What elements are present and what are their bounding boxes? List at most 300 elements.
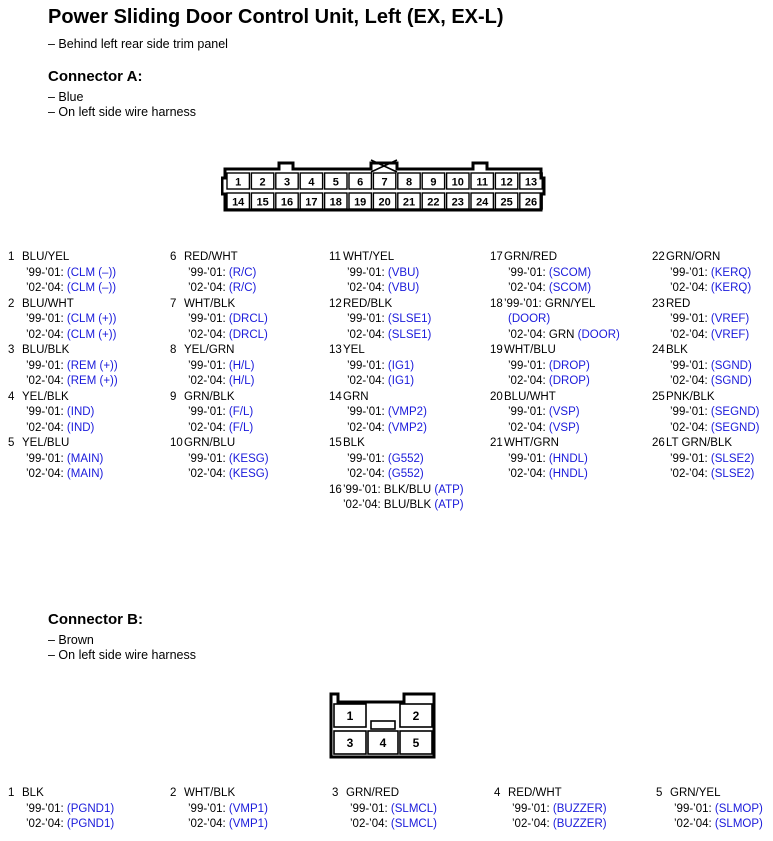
pin-number: 20 bbox=[490, 390, 503, 403]
wire-label: ’02-’04: bbox=[188, 421, 226, 434]
wire-label: WHT/BLU bbox=[504, 344, 556, 356]
pin-entry bbox=[490, 343, 648, 390]
pin-entry bbox=[490, 436, 648, 483]
pin-entry bbox=[8, 297, 166, 344]
pin-entry bbox=[329, 297, 487, 344]
connector-a-pin-label: 10 bbox=[451, 176, 464, 189]
pin-number: 15 bbox=[329, 437, 342, 449]
wire-label: ’99-’01: bbox=[26, 802, 64, 815]
pin-number: 4 bbox=[8, 390, 15, 403]
pin-number: 11 bbox=[329, 251, 341, 263]
pin-line bbox=[652, 405, 773, 421]
pin-line bbox=[170, 452, 328, 468]
signal-name: (BUZZER) bbox=[552, 802, 607, 815]
signal-name: (DROP) bbox=[548, 359, 590, 372]
signal-name: (REM (+)) bbox=[66, 359, 118, 372]
pin-number: 7 bbox=[170, 297, 177, 310]
pin-entry bbox=[490, 297, 648, 344]
connector-a-pin-label: 24 bbox=[476, 196, 489, 209]
wire-label: ’99-’01: bbox=[26, 313, 64, 325]
pin-entry bbox=[8, 343, 166, 390]
wire-label: BLK bbox=[22, 787, 44, 799]
signal-name: (SLMOP) bbox=[714, 818, 763, 830]
connector-a-pin-label: 2 bbox=[259, 176, 266, 189]
signal-name: (SLSE2) bbox=[710, 452, 755, 465]
signal-name: (VBU) bbox=[387, 266, 420, 279]
pin-line bbox=[332, 817, 490, 833]
signal-name: (BUZZER) bbox=[552, 818, 607, 830]
pin-line bbox=[329, 343, 487, 359]
connector-a-pin-label: 19 bbox=[354, 196, 367, 209]
pin-entry bbox=[8, 250, 166, 297]
wire-label: ’02-’04: bbox=[26, 468, 64, 480]
signal-name: (VREF) bbox=[710, 313, 750, 325]
pin-entry bbox=[652, 250, 773, 297]
pin-line bbox=[490, 390, 648, 406]
pin-line bbox=[652, 281, 773, 297]
signal-name: (IND) bbox=[66, 406, 95, 418]
wire-label: ’99-’01: bbox=[670, 359, 708, 372]
connector-a-pin-label: 12 bbox=[500, 176, 513, 189]
pin-entry bbox=[170, 786, 328, 833]
connector-a-pin-label: 15 bbox=[256, 196, 269, 209]
pin-line bbox=[170, 281, 328, 297]
pin-number: 13 bbox=[329, 344, 342, 356]
pin-entry bbox=[170, 343, 328, 390]
pin-number: 5 bbox=[656, 787, 663, 799]
wire-label: GRN bbox=[343, 390, 369, 403]
pin-line bbox=[329, 297, 487, 313]
wire-label: ’99-’01: bbox=[188, 359, 226, 372]
pin-line bbox=[8, 343, 166, 359]
signal-name: (REM (+)) bbox=[66, 375, 118, 387]
pin-entry bbox=[652, 343, 773, 390]
signal-name: (SGND) bbox=[710, 359, 752, 372]
wire-label: ’02-’04: bbox=[508, 421, 546, 434]
connector-b-diagram bbox=[328, 690, 438, 760]
pin-line bbox=[170, 421, 328, 437]
connector-a-pin-label: 8 bbox=[405, 176, 413, 189]
connector-a-pin-label: 9 bbox=[430, 176, 437, 189]
pin-number: 5 bbox=[8, 437, 15, 449]
pin-line bbox=[170, 786, 328, 802]
signal-name: (F/L) bbox=[228, 421, 254, 434]
pin-line bbox=[329, 405, 487, 421]
pin-line bbox=[170, 405, 328, 421]
wire-label: WHT/GRN bbox=[504, 437, 559, 449]
connector-b-harness: – On left side wire harness bbox=[48, 648, 196, 662]
pin-entry bbox=[170, 297, 328, 344]
pin-number: 6 bbox=[170, 251, 177, 263]
connector-a-pin-label: 11 bbox=[476, 176, 489, 189]
wire-label: ’99-’01: bbox=[670, 452, 708, 465]
pin-entry bbox=[656, 786, 773, 833]
wire-label: ’99-’01: bbox=[26, 359, 64, 372]
pin-line bbox=[329, 498, 487, 514]
pin-line bbox=[490, 405, 648, 421]
pin-number: 18 bbox=[490, 297, 503, 310]
pin-line bbox=[170, 297, 328, 313]
page-title: Power Sliding Door Control Unit, Left (EX, EX-L) bbox=[48, 6, 504, 28]
pin-number: 1 bbox=[8, 251, 15, 263]
pin-line bbox=[490, 436, 648, 452]
wire-label: ’99-’01: bbox=[350, 802, 388, 815]
wire-label: ’99-’01: bbox=[512, 802, 550, 815]
wire-label: ’99-’01: bbox=[188, 406, 226, 418]
connector-b-pin-label: 3 bbox=[346, 736, 354, 750]
pin-line bbox=[490, 297, 648, 313]
pin-line bbox=[494, 786, 652, 802]
wire-label: ’99-’01: bbox=[674, 802, 712, 815]
pin-line bbox=[170, 359, 328, 375]
wire-label: ’99-’01: bbox=[26, 266, 64, 279]
signal-name: (SLMCL) bbox=[390, 802, 437, 815]
pin-entry bbox=[490, 390, 648, 437]
pin-line bbox=[8, 266, 166, 282]
wire-label: ’99-’01: bbox=[347, 452, 385, 465]
wire-label: ’99-’01: bbox=[188, 452, 226, 465]
pin-entry bbox=[652, 436, 773, 483]
pin-number: 25 bbox=[652, 390, 665, 403]
signal-name: (VMP1) bbox=[228, 818, 268, 830]
wire-label: LT GRN/BLK bbox=[666, 437, 733, 449]
connector-b-pin-label: 2 bbox=[412, 709, 420, 723]
pin-line bbox=[652, 328, 773, 344]
pin-entry bbox=[8, 786, 166, 833]
connector-a-harness: – On left side wire harness bbox=[48, 105, 196, 119]
pin-entry bbox=[332, 786, 490, 833]
pin-line bbox=[652, 297, 773, 313]
wire-label: WHT/YEL bbox=[343, 251, 395, 263]
wire-label: ’02-’04: bbox=[508, 468, 546, 480]
wire-label: BLU/YEL bbox=[22, 251, 70, 263]
signal-name: (VMP2) bbox=[387, 421, 427, 434]
connector-a-pin-label: 1 bbox=[235, 176, 242, 189]
pin-line bbox=[329, 266, 487, 282]
pin-entry bbox=[329, 436, 487, 483]
signal-name: (IG1) bbox=[387, 359, 415, 372]
wire-label: BLU/BLK bbox=[22, 344, 70, 356]
pin-number: 17 bbox=[490, 251, 503, 263]
pin-line bbox=[490, 328, 648, 344]
signal-name: (HNDL) bbox=[548, 452, 588, 465]
connector-a-pin-label: 25 bbox=[500, 196, 513, 209]
signal-name: (DRCL) bbox=[228, 313, 268, 325]
pin-entry bbox=[329, 390, 487, 437]
signal-name: (SLSE1) bbox=[387, 328, 432, 341]
pin-line bbox=[8, 390, 166, 406]
connector-a-pin-label: 16 bbox=[280, 196, 294, 209]
pin-line bbox=[494, 802, 652, 818]
wire-label: ’99-’01: bbox=[347, 266, 385, 279]
signal-name: (H/L) bbox=[228, 359, 255, 372]
wire-label: ’99-’01: BLK/BLU bbox=[343, 483, 432, 496]
pin-number: 2 bbox=[170, 787, 177, 799]
pin-line bbox=[652, 436, 773, 452]
signal-name: (KESG) bbox=[228, 468, 269, 480]
pin-line bbox=[8, 328, 166, 344]
wire-label: ’99-’01: bbox=[670, 406, 708, 418]
wire-label: ’99-’01: bbox=[26, 406, 64, 418]
pin-line bbox=[8, 436, 166, 452]
pin-entry bbox=[329, 483, 487, 514]
pin-line bbox=[170, 250, 328, 266]
connector-a-pin-label: 21 bbox=[402, 196, 416, 209]
signal-name: (KERQ) bbox=[710, 282, 752, 294]
signal-name: (SCOM) bbox=[548, 266, 592, 279]
wire-label: GRN/ORN bbox=[666, 251, 721, 263]
pin-line bbox=[329, 359, 487, 375]
wire-label: RED bbox=[666, 297, 691, 310]
signal-name: (H/L) bbox=[228, 375, 255, 387]
pin-number: 19 bbox=[490, 344, 503, 356]
pin-line bbox=[170, 817, 328, 833]
pin-line bbox=[170, 328, 328, 344]
wire-label: BLU/WHT bbox=[504, 390, 556, 403]
pin-number: 14 bbox=[329, 390, 342, 403]
connector-a-cells bbox=[227, 173, 542, 209]
pin-line bbox=[329, 390, 487, 406]
pin-line bbox=[494, 817, 652, 833]
signal-name: (SGND) bbox=[710, 375, 752, 387]
pin-line bbox=[490, 266, 648, 282]
wire-label: ’99-’01: bbox=[188, 266, 226, 279]
signal-name: (VMP2) bbox=[387, 406, 427, 418]
wire-label: ’02-’04: bbox=[508, 375, 546, 387]
pin-line bbox=[329, 421, 487, 437]
wire-label: ’02-’04: bbox=[26, 421, 64, 434]
connector-b-latch bbox=[371, 721, 395, 729]
pin-line bbox=[656, 786, 773, 802]
wire-label: ’02-’04: bbox=[26, 328, 64, 341]
signal-name: (PGND1) bbox=[66, 818, 115, 830]
wire-label: ’02-’04: bbox=[188, 282, 226, 294]
pin-line bbox=[8, 297, 166, 313]
wire-label: ’99-’01: bbox=[347, 313, 385, 325]
wire-label: YEL/BLK bbox=[22, 390, 69, 403]
wire-label: GRN/RED bbox=[504, 251, 558, 263]
pin-line bbox=[652, 343, 773, 359]
pin-number: 21 bbox=[490, 437, 503, 449]
signal-name: (VREF) bbox=[710, 328, 750, 341]
wire-label: BLK bbox=[666, 344, 688, 356]
pin-number: 12 bbox=[329, 297, 342, 310]
pin-number: 3 bbox=[8, 344, 15, 356]
wire-label: ’99-’01: bbox=[670, 266, 708, 279]
signal-name: (G552) bbox=[387, 452, 424, 465]
connector-b-title: Connector B: bbox=[48, 611, 143, 628]
pin-entry bbox=[170, 250, 328, 297]
wire-label: ’99-’01: bbox=[188, 802, 226, 815]
connector-a-title: Connector A: bbox=[48, 68, 143, 85]
pin-line bbox=[8, 467, 166, 483]
pin-number: 10 bbox=[170, 437, 183, 449]
signal-name: (KERQ) bbox=[710, 266, 752, 279]
wire-label: ’99-’01: bbox=[508, 406, 546, 418]
signal-name: (CLM (–)) bbox=[66, 266, 117, 279]
wire-label: ’02-’04: bbox=[347, 328, 385, 341]
pin-number: 22 bbox=[652, 251, 665, 263]
pin-line bbox=[490, 359, 648, 375]
wire-label: RED/BLK bbox=[343, 297, 393, 310]
pin-line bbox=[656, 802, 773, 818]
pin-number: 26 bbox=[652, 437, 665, 449]
pin-line bbox=[490, 374, 648, 390]
signal-name: (VBU) bbox=[387, 282, 420, 294]
pin-entry bbox=[652, 390, 773, 437]
wire-label: GRN/BLU bbox=[184, 437, 236, 449]
pin-line bbox=[8, 281, 166, 297]
signal-name: (CLM (–)) bbox=[66, 282, 117, 294]
pin-line bbox=[170, 802, 328, 818]
pin-line bbox=[329, 281, 487, 297]
signal-name: (CLM (+)) bbox=[66, 328, 117, 341]
wire-label: ’02-’04: GRN bbox=[508, 328, 575, 341]
pin-line bbox=[652, 359, 773, 375]
pin-number: 4 bbox=[494, 787, 501, 799]
connector-a-pin-label: 4 bbox=[308, 176, 315, 189]
pin-line bbox=[656, 817, 773, 833]
signal-name: (VSP) bbox=[548, 421, 580, 434]
wire-label: ’02-’04: bbox=[347, 375, 385, 387]
connector-a-pin-label: 14 bbox=[232, 196, 245, 209]
pin-entry bbox=[652, 297, 773, 344]
pin-line bbox=[490, 281, 648, 297]
wire-label: PNK/BLK bbox=[666, 390, 715, 403]
connector-a-pin-label: 23 bbox=[451, 196, 464, 209]
pin-line bbox=[170, 390, 328, 406]
pin-line bbox=[329, 452, 487, 468]
pin-line bbox=[329, 312, 487, 328]
pin-line bbox=[8, 786, 166, 802]
pin-entry bbox=[170, 436, 328, 483]
wire-label: BLU/WHT bbox=[22, 297, 74, 310]
unit-location: – Behind left rear side trim panel bbox=[48, 37, 228, 51]
signal-name: (DOOR) bbox=[508, 313, 551, 325]
wire-label: ’02-’04: bbox=[508, 282, 546, 294]
pin-line bbox=[8, 817, 166, 833]
pin-line bbox=[490, 452, 648, 468]
pin-line bbox=[329, 328, 487, 344]
pin-line bbox=[8, 452, 166, 468]
signal-name: (DRCL) bbox=[228, 328, 268, 341]
signal-name: (DROP) bbox=[548, 375, 590, 387]
connector-a-pin-label: 18 bbox=[329, 196, 342, 209]
wire-label: GRN/RED bbox=[346, 787, 400, 799]
wire-label: ’02-’04: bbox=[188, 468, 226, 480]
connector-a-pin-label: 20 bbox=[378, 196, 391, 209]
wire-label: ’02-’04: bbox=[188, 375, 226, 387]
pin-number: 1 bbox=[8, 787, 15, 799]
wire-label: GRN/BLK bbox=[184, 390, 235, 403]
pin-line bbox=[8, 374, 166, 390]
wire-label: ’99-’01: bbox=[508, 452, 546, 465]
pin-number: 8 bbox=[170, 344, 177, 356]
pin-number: 2 bbox=[8, 297, 15, 310]
pin-line bbox=[8, 802, 166, 818]
wire-label: YEL/BLU bbox=[22, 437, 70, 449]
signal-name: (KESG) bbox=[228, 452, 269, 465]
wire-label: ’02-’04: bbox=[188, 328, 226, 341]
signal-name: (PGND1) bbox=[66, 802, 115, 815]
wire-label: ’02-’04: bbox=[347, 282, 385, 294]
wire-label: ’02-’04: bbox=[347, 468, 385, 480]
pin-line bbox=[652, 390, 773, 406]
wire-label: WHT/BLK bbox=[184, 297, 236, 310]
pin-entry bbox=[8, 436, 166, 483]
pin-line bbox=[332, 786, 490, 802]
wire-label: ’99-’01: bbox=[347, 359, 385, 372]
wire-label: RED/WHT bbox=[508, 787, 562, 799]
wire-label: WHT/BLK bbox=[184, 787, 236, 799]
signal-name: (SCOM) bbox=[548, 282, 592, 294]
pin-line bbox=[8, 312, 166, 328]
connector-b-color: – Brown bbox=[48, 633, 94, 647]
signal-name: (IG1) bbox=[387, 375, 415, 387]
pin-line bbox=[8, 359, 166, 375]
connector-a-pin-label: 5 bbox=[332, 176, 339, 189]
pin-line bbox=[8, 250, 166, 266]
wire-label: ’02-’04: bbox=[512, 818, 550, 830]
pin-line bbox=[329, 374, 487, 390]
pin-number: 3 bbox=[332, 787, 339, 799]
wire-label: ’02-’04: bbox=[26, 818, 64, 830]
signal-name: (SLMOP) bbox=[714, 802, 763, 815]
connector-a-pin-label: 22 bbox=[427, 196, 440, 209]
wire-label: ’99-’01: bbox=[508, 359, 546, 372]
wire-label: RED/WHT bbox=[184, 251, 238, 263]
pin-number: 23 bbox=[652, 297, 665, 310]
connector-a-pin-label: 13 bbox=[524, 176, 538, 189]
pin-line bbox=[170, 343, 328, 359]
pin-entry bbox=[8, 390, 166, 437]
signal-name: (SEGND) bbox=[710, 406, 760, 418]
connector-a-pin-label: 26 bbox=[524, 196, 538, 209]
connector-a-pin-label: 6 bbox=[357, 176, 364, 189]
pin-line bbox=[490, 312, 648, 328]
connector-b-pin-label: 5 bbox=[412, 736, 420, 750]
pin-entry bbox=[494, 786, 652, 833]
wire-label: ’02-’04: bbox=[347, 421, 385, 434]
wire-label: ’02-’04: BLU/BLK bbox=[343, 499, 432, 511]
signal-name: (SLSE1) bbox=[387, 313, 432, 325]
wire-label: YEL bbox=[343, 344, 365, 356]
signal-name: (ATP) bbox=[434, 483, 464, 496]
pin-line bbox=[170, 312, 328, 328]
wire-label: ’02-’04: bbox=[26, 282, 64, 294]
connector-a-color: – Blue bbox=[48, 90, 84, 104]
pin-line bbox=[652, 467, 773, 483]
wire-label: ’02-’04: bbox=[350, 818, 388, 830]
wire-label: ’99-’01: GRN/YEL bbox=[504, 297, 596, 310]
signal-name: (F/L) bbox=[228, 406, 254, 418]
wire-label: GRN/YEL bbox=[670, 787, 721, 799]
connector-a-diagram bbox=[221, 158, 547, 216]
signal-name: (R/C) bbox=[228, 266, 257, 279]
wire-label: ’99-’01: bbox=[347, 406, 385, 418]
pin-line bbox=[652, 374, 773, 390]
pin-line bbox=[170, 467, 328, 483]
pin-line bbox=[8, 405, 166, 421]
wire-label: ’02-’04: bbox=[670, 282, 708, 294]
signal-name: (DOOR) bbox=[577, 328, 620, 341]
pin-line bbox=[652, 421, 773, 437]
connector-b-pin-label: 4 bbox=[379, 736, 387, 750]
wire-label: ’02-’04: bbox=[674, 818, 712, 830]
pin-line bbox=[652, 312, 773, 328]
signal-name: (CLM (+)) bbox=[66, 313, 117, 325]
signal-name: (MAIN) bbox=[66, 452, 104, 465]
